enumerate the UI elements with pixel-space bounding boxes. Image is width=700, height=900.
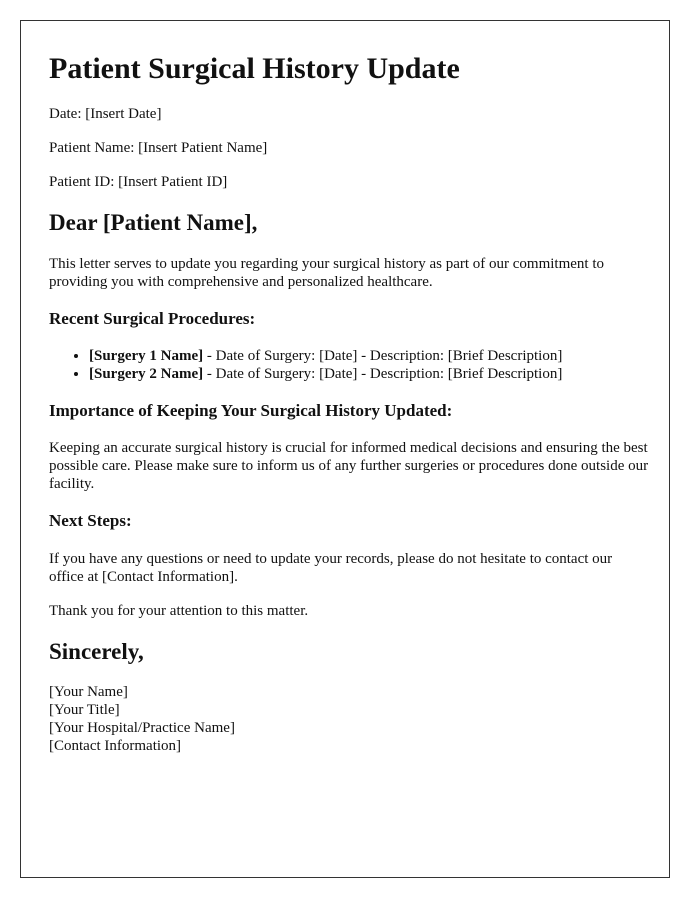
surgery-name: [Surgery 2 Name]: [89, 365, 204, 382]
signature-name: [Your Name]: [49, 684, 128, 701]
signature-block: [49, 683, 649, 755]
intro-paragraph: This letter serves to update you regarding your surgical history as part of our commitment to providing you with comprehensive and personalized healthcare.: [49, 255, 605, 290]
signature-title: [Your Title]: [49, 702, 120, 719]
signature-contact: [Contact Information]: [49, 738, 182, 755]
thanks-paragraph: Thank you for your attention to this matter.: [49, 602, 309, 619]
closing: Sincerely,: [49, 638, 144, 664]
next-steps-heading: Next Steps:: [49, 511, 132, 531]
importance-paragraph: Keeping an accurate surgical history is crucial for informed medical decisions and ensuring the best possible care. Please make sure to inform us of any further surgeries or procedures done outside our facility.: [49, 440, 649, 493]
signature-organization: [Your Hospital/Practice Name]: [49, 720, 235, 737]
patient-name-line: Patient Name: [Insert Patient Name]: [49, 140, 268, 156]
surgery-name: [Surgery 1 Name]: [89, 347, 204, 364]
surgery-list: [49, 347, 649, 383]
surgery-details: - Date of Surgery: [Date] - Description: [Brief Description]: [203, 347, 563, 364]
surgery-list-item: [89, 365, 649, 383]
recent-procedures-heading: Recent Surgical Procedures:: [49, 308, 256, 328]
date-line: Date: [Insert Date]: [49, 106, 162, 122]
importance-heading: Importance of Keeping Your Surgical History Updated:: [49, 400, 453, 420]
salutation: Dear [Patient Name],: [49, 210, 258, 235]
surgery-details: - Date of Surgery: [Date] - Description: [Brief Description]: [203, 365, 563, 382]
surgery-list-item: [89, 347, 649, 365]
letter-page: [20, 20, 670, 878]
letter-title: Patient Surgical History Update: [49, 52, 460, 85]
next-steps-paragraph: If you have any questions or need to update your records, please do not hesitate to contact our office at [Contact Information].: [49, 550, 613, 585]
patient-id-line: Patient ID: [Insert Patient ID]: [49, 174, 228, 190]
